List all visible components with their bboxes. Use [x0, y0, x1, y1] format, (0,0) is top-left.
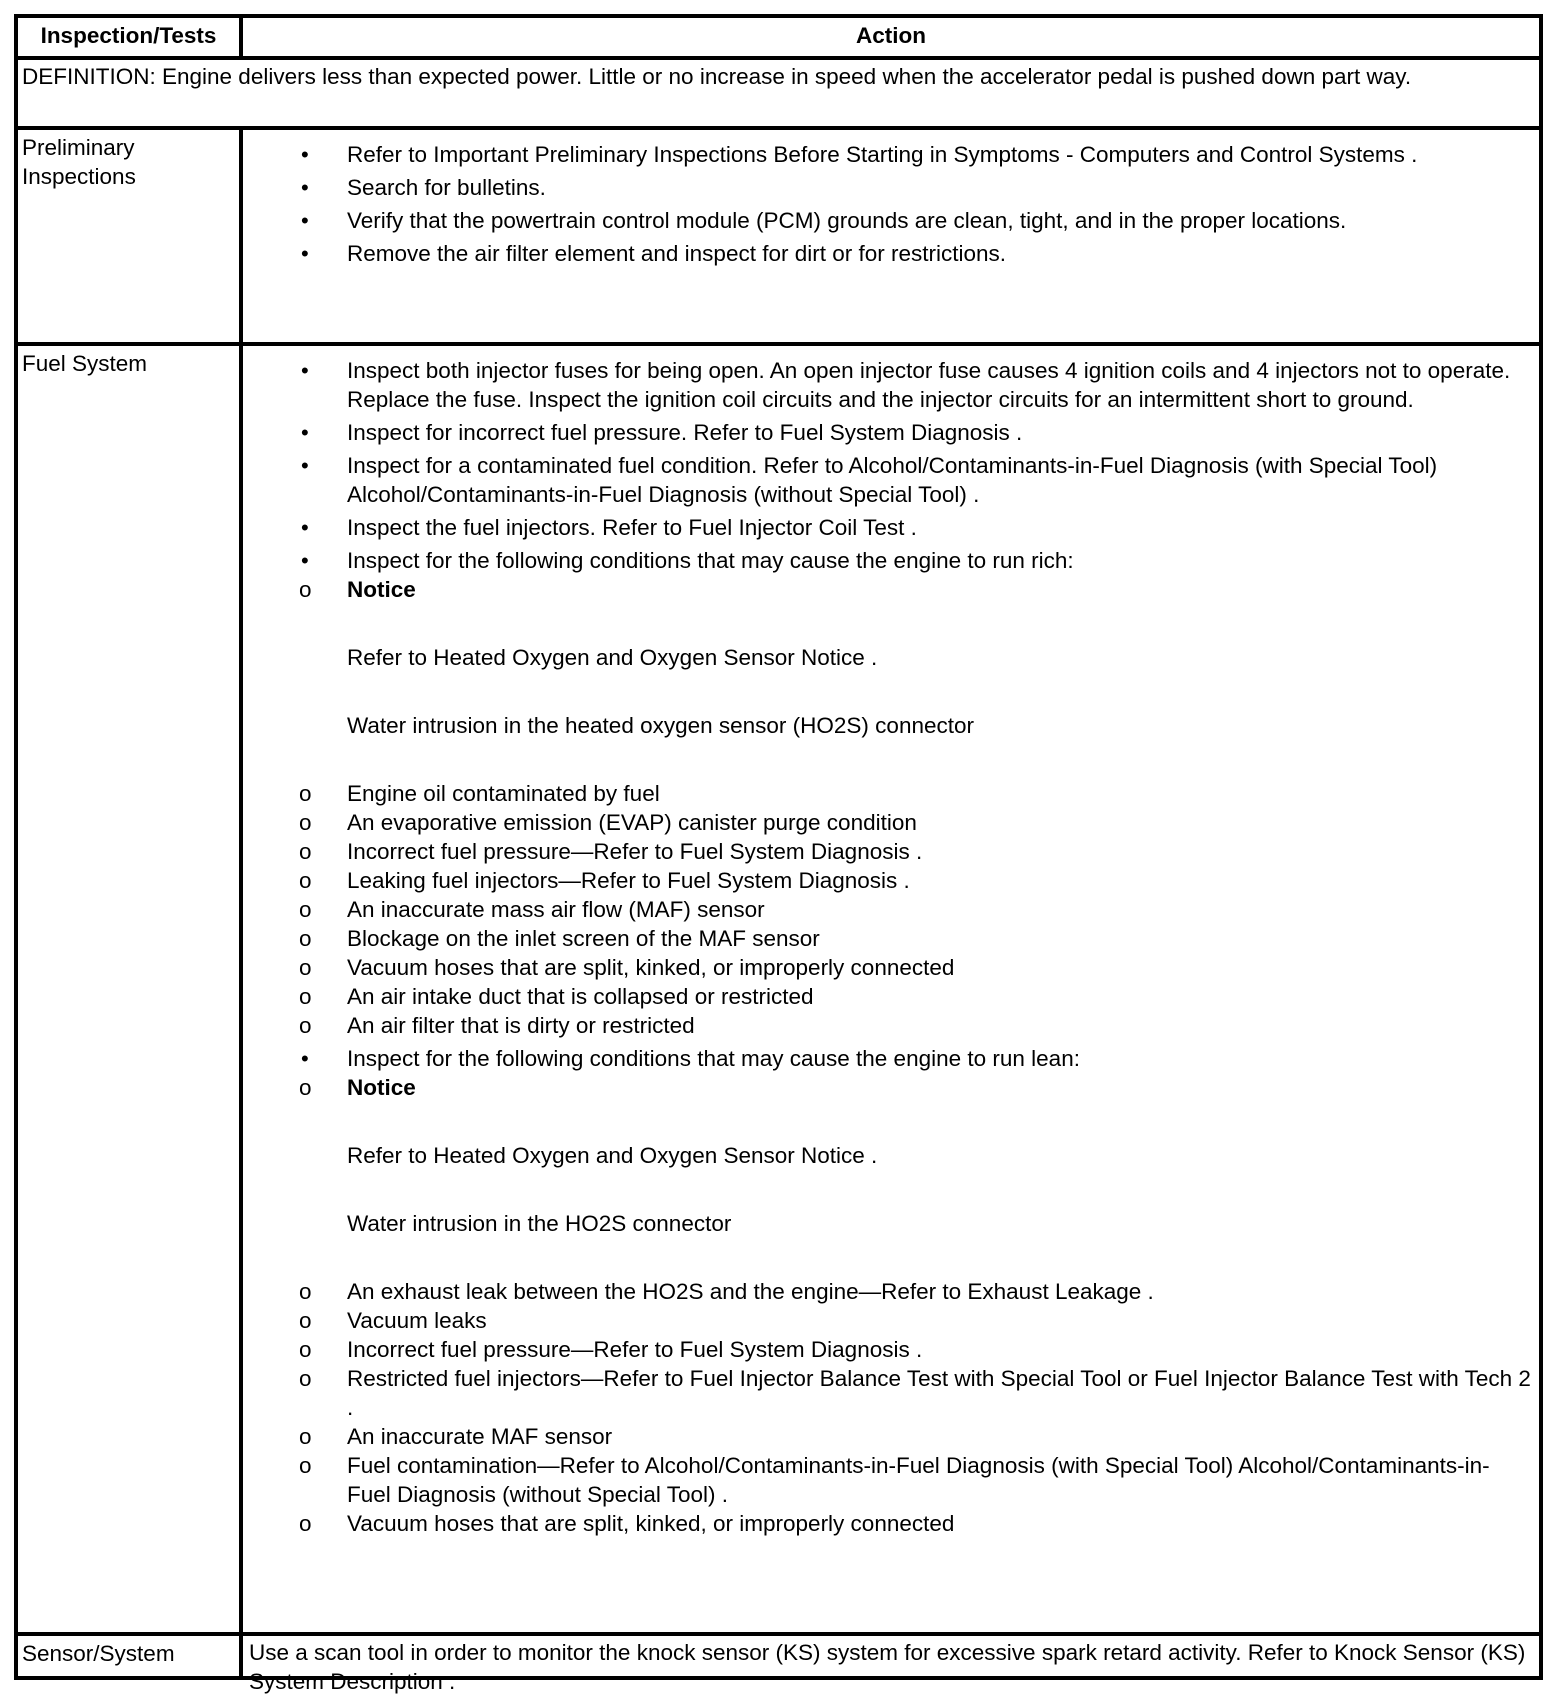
- notice-item: [247, 1073, 1533, 1238]
- sub-list-item: o Engine oil contaminated by fuel: [247, 779, 1533, 808]
- list-item: • Inspect both injector fuses for being open. An open injector fuse causes 4 ignition coils and 4 injectors not to operate. Replace the fuse. Inspect the ignition coil circuits and the injector circuits for an intermittent short to ground.: [249, 356, 1533, 414]
- header-inspection-tests: Inspection/Tests: [18, 18, 243, 56]
- sub-list-item: o Vacuum hoses that are split, kinked, or improperly connected: [247, 953, 1533, 982]
- sub-list-item: o An evaporative emission (EVAP) canister purge condition: [247, 808, 1533, 837]
- sub-list-item: o Vacuum leaks: [247, 1306, 1533, 1335]
- notice-ref: Refer to Heated Oxygen and Oxygen Sensor Notice .: [347, 645, 878, 670]
- sub-list-item: o An air intake duct that is collapsed or restricted: [247, 982, 1533, 1011]
- notice-text: Water intrusion in the heated oxygen sensor (HO2S) connector: [347, 713, 974, 738]
- sensor-system-label: Sensor/System: [18, 1636, 243, 1680]
- sub-list-item: o An air filter that is dirty or restricted: [247, 1011, 1533, 1040]
- list-item: • Remove the air filter element and inspect for dirt or for restrictions.: [249, 239, 1533, 268]
- definition-text: DEFINITION: Engine delivers less than expected power. Little or no increase in speed when the accelerator pedal is pushed down part way.: [22, 64, 1412, 89]
- list-item-lean: [249, 1044, 1533, 1538]
- fuel-system-row: [18, 346, 1539, 1636]
- rich-intro: • Inspect for the following conditions that may cause the engine to run rich:: [347, 548, 1074, 573]
- notice-title: o Notice: [347, 1075, 416, 1100]
- sub-list-item: o Blockage on the inlet screen of the MAF sensor: [247, 924, 1533, 953]
- list-item-rich: [249, 546, 1533, 1040]
- notice-ref: Refer to Heated Oxygen and Oxygen Sensor Notice .: [347, 1143, 878, 1168]
- sub-list-item: o Restricted fuel injectors—Refer to Fuel Injector Balance Test with Special Tool or Fuel Injector Balance Test with Tech 2 .: [247, 1364, 1533, 1422]
- preliminary-label: Preliminary Inspections: [18, 130, 243, 342]
- fuel-system-list: [249, 356, 1533, 1538]
- list-item: • Inspect for a contaminated fuel condition. Refer to Alcohol/Contaminants-in-Fuel Diagnosis (with Special Tool) Alcohol/Contaminants-in-Fuel Diagnosis (without Special Tool) .: [249, 451, 1533, 509]
- fuel-system-label: Fuel System: [18, 346, 243, 1632]
- preliminary-row: [18, 130, 1539, 346]
- diagnostic-table: [14, 14, 1543, 1694]
- list-item: • Inspect the fuel injectors. Refer to Fuel Injector Coil Test .: [249, 513, 1533, 542]
- sub-list-item: o Vacuum hoses that are split, kinked, or improperly connected: [247, 1509, 1533, 1538]
- sensor-system-text: Use a scan tool in order to monitor the knock sensor (KS) system for excessive spark retard activity. Refer to Knock Sensor (KS) System Description .: [249, 1640, 1526, 1694]
- lean-conditions-list: [347, 1073, 1533, 1538]
- list-item: • Refer to Important Preliminary Inspections Before Starting in Symptoms - Computers and Control Systems .: [249, 140, 1533, 169]
- fuel-system-actions: [243, 346, 1539, 1632]
- definition-row: [18, 60, 1539, 130]
- sensor-system-row: [18, 1636, 1539, 1694]
- notice-text: Water intrusion in the HO2S connector: [347, 1211, 732, 1236]
- sub-list-item: o An exhaust leak between the HO2S and the engine—Refer to Exhaust Leakage .: [247, 1277, 1533, 1306]
- sub-list-item: o An inaccurate mass air flow (MAF) sensor: [247, 895, 1533, 924]
- sub-list-item: o Incorrect fuel pressure—Refer to Fuel System Diagnosis .: [247, 1335, 1533, 1364]
- list-item: • Search for bulletins.: [249, 173, 1533, 202]
- sub-list-item: o Fuel contamination—Refer to Alcohol/Contaminants-in-Fuel Diagnosis (with Special Tool) Alcohol/Contaminants-in-Fuel Diagnosis (without Special Tool) .: [247, 1451, 1533, 1509]
- preliminary-actions: [243, 130, 1539, 342]
- list-item: • Inspect for incorrect fuel pressure. Refer to Fuel System Diagnosis .: [249, 418, 1533, 447]
- list-item: • Verify that the powertrain control module (PCM) grounds are clean, tight, and in the proper locations.: [249, 206, 1533, 235]
- sub-list-item: o An inaccurate MAF sensor: [247, 1422, 1533, 1451]
- table-header-row: [18, 18, 1539, 60]
- preliminary-list: [249, 140, 1533, 268]
- sub-list-item: o Leaking fuel injectors—Refer to Fuel System Diagnosis .: [247, 866, 1533, 895]
- rich-conditions-list: [347, 575, 1533, 1040]
- notice-title: o Notice: [347, 577, 416, 602]
- sub-list-item: o Incorrect fuel pressure—Refer to Fuel System Diagnosis .: [247, 837, 1533, 866]
- notice-item: [247, 575, 1533, 740]
- lean-intro: • Inspect for the following conditions that may cause the engine to run lean:: [347, 1046, 1080, 1071]
- header-action: Action: [856, 23, 926, 48]
